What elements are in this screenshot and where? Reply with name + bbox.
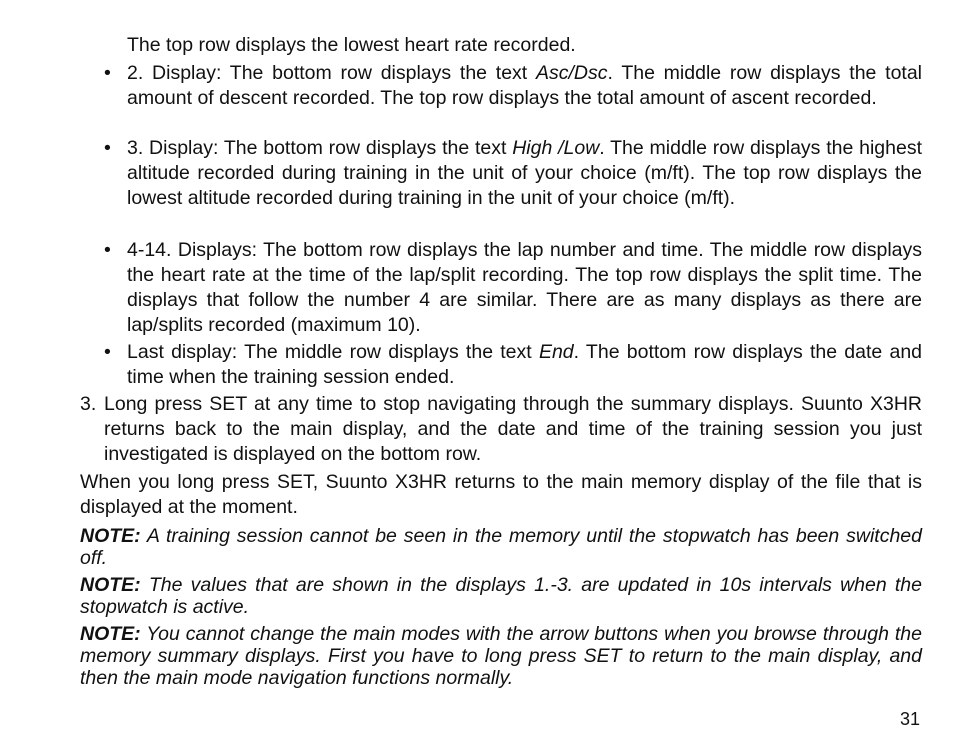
note-label: NOTE:	[80, 525, 141, 547]
note-label: NOTE:	[80, 623, 141, 645]
step-number: 3.	[80, 393, 97, 415]
page-number: 31	[899, 709, 920, 729]
body-paragraph: When you long press SET, Suunto X3HR returns to the main memory display of the file that is displayed at the moment.	[80, 471, 922, 518]
bullet-item-last-display: Last display: The middle row displays the text End. The bottom row displays the date and time when the training session ended.	[127, 341, 923, 388]
bullet-marker: •	[104, 239, 111, 261]
bullet-item-high-low: 3. Display: The bottom row displays the text High /Low. The middle row displays the highest altitude recorded during training in the unit of your choice (m/ft). The top row displays the lowest altitude recorded during training in the unit of your choice (m/ft).	[127, 137, 922, 209]
continuation-text: The top row displays the lowest heart rate recorded.	[127, 34, 576, 56]
note-1: NOTE: A training session cannot be seen in the memory until the stopwatch has been switched off.	[80, 525, 922, 569]
note-label: NOTE:	[80, 574, 141, 596]
note-3: NOTE: You cannot change the main modes with the arrow buttons when you browse through the memory summary displays. First you have to long press SET to return to the main display, and then the main mode navigation functions normally.	[80, 623, 922, 689]
step-3-text: Long press SET at any time to stop navigating through the summary displays. Suunto X3HR returns back to the main display, and the date and time of the training session you just investigated is displayed on the bottom row.	[104, 393, 922, 465]
bullet-item-lap-displays: 4-14. Displays: The bottom row displays the lap number and time. The middle row displays the heart rate at the time of the lap/split recording. The top row displays the split time. The displays that follow the number 4 are similar. There are as many displays as there are lap/splits recorded (maximum 10).	[127, 239, 922, 336]
bullet-marker: •	[104, 341, 111, 363]
bullet-marker: •	[104, 137, 111, 159]
note-2: NOTE: The values that are shown in the displays 1.-3. are updated in 10s intervals when the stopwatch is active.	[80, 574, 922, 618]
bullet-marker: •	[104, 62, 111, 84]
bullet-item-asc-dsc: 2. Display: The bottom row displays the text Asc/Dsc. The middle row displays the total amount of descent recorded. The top row displays the total amount of ascent recorded.	[127, 62, 923, 109]
